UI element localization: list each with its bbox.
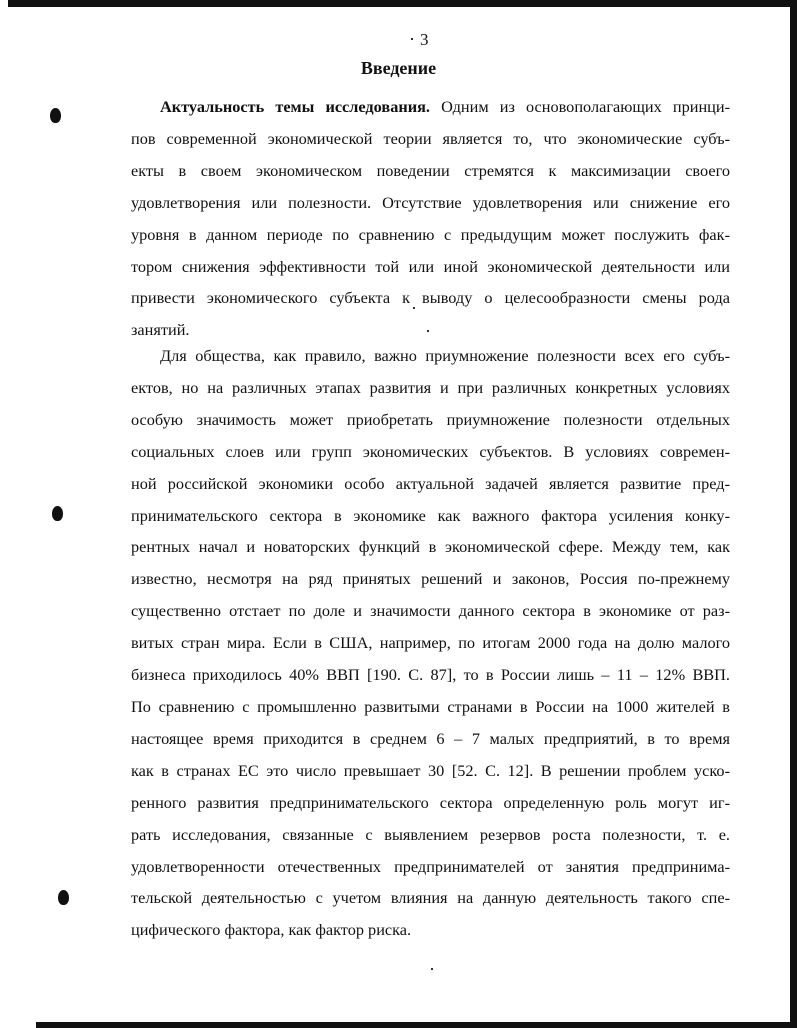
paragraph-line: Для общества, как правило, важно приумножение полезности всех его субъ- bbox=[160, 346, 730, 365]
paragraph-relevance bbox=[131, 91, 730, 346]
paragraph-line: особую значимость может приобретать приумножение полезности отдельных bbox=[131, 409, 730, 429]
paragraph-line: занятий. bbox=[131, 320, 190, 340]
paragraph-line: ренного развития предпринимательского сектора определенную роль могут иг- bbox=[131, 792, 730, 812]
section-heading: Введение bbox=[360, 58, 437, 78]
paragraph-line: удовлетворенности отечественных предпринимателей от занятия предпринима- bbox=[131, 856, 730, 876]
paragraph-line: ектов, но на различных этапах развития и при различных конкретных условиях bbox=[131, 377, 730, 397]
paragraph-line: тором снижения эффективности той или иной экономической деятельности или bbox=[131, 256, 730, 276]
punch-hole-mark bbox=[50, 108, 61, 123]
paragraph-line: цифического фактора, как фактор риска. bbox=[131, 920, 412, 940]
page-number: 3 bbox=[420, 30, 429, 49]
paragraph-line: витых стран мира. Если в США, например, по итогам 2000 года на долю малого bbox=[131, 633, 730, 653]
paragraph-line: екты в своем экономическом поведении стремятся к максимизации своего bbox=[131, 160, 730, 180]
paragraph-line: рать исследования, связанные с выявлением резервов роста полезности, т. е. bbox=[131, 824, 730, 844]
paragraph-line: рентных начал и новаторских функций в экономической сфере. Между тем, как bbox=[131, 537, 730, 557]
paragraph-line: По сравнению с промышленно развитыми странами в России на 1000 жителей в bbox=[131, 696, 730, 716]
paragraph-line: настоящее время приходится в среднем 6 – 7 малых предприятий, в то время bbox=[131, 728, 730, 748]
scan-border-top bbox=[8, 0, 797, 7]
paragraph-line: принимательского сектора в экономике как важного фактора усиления конку- bbox=[131, 505, 730, 525]
punch-hole-mark bbox=[58, 890, 69, 905]
paragraph-line: известно, несмотря на ряд принятых решений и законов, Россия по-прежнему bbox=[131, 569, 730, 589]
paragraph-line: уровня в данном периоде по сравнению с предыдущим может послужить фак- bbox=[131, 224, 730, 244]
paragraph-line: привести экономического субъекта к выводу о целесообразности смены рода bbox=[131, 288, 730, 308]
paragraph-line: бизнеса приходилось 40% ВВП [190. С. 87], то в России лишь – 11 – 12% ВВП. bbox=[131, 665, 730, 685]
paragraph-line: существенно отстает по доле и значимости данного сектора в экономике от раз- bbox=[131, 601, 730, 621]
scan-speck bbox=[431, 968, 433, 970]
paragraph-line: ной российской экономики особо актуальной задачей является развитие пред- bbox=[131, 473, 730, 493]
scan-border-right bbox=[790, 0, 797, 1028]
scan-border-bottom bbox=[36, 1022, 797, 1028]
paragraph-society bbox=[131, 340, 730, 946]
line-text: Одним из основополагающих принци- bbox=[429, 97, 730, 116]
paragraph-line: социальных слоев или групп экономических субъектов. В условиях современ- bbox=[131, 441, 730, 461]
paragraph-line: удовлетворения или полезности. Отсутствие удовлетворения или снижение его bbox=[131, 192, 730, 212]
punch-hole-mark bbox=[52, 506, 63, 521]
paragraph-line bbox=[131, 91, 730, 123]
paragraph-line: тельской деятельностью с учетом влияния на данную деятельность такого спе- bbox=[131, 888, 730, 908]
paragraph-line: как в странах ЕС это число превышает 30 [52. С. 12]. В решении проблем уско- bbox=[131, 760, 730, 780]
scan-speck bbox=[411, 38, 413, 40]
bold-lead: Актуальность темы исследования. bbox=[160, 97, 430, 116]
paragraph-line: пов современной экономической теории является то, что экономические субъ- bbox=[131, 128, 730, 148]
